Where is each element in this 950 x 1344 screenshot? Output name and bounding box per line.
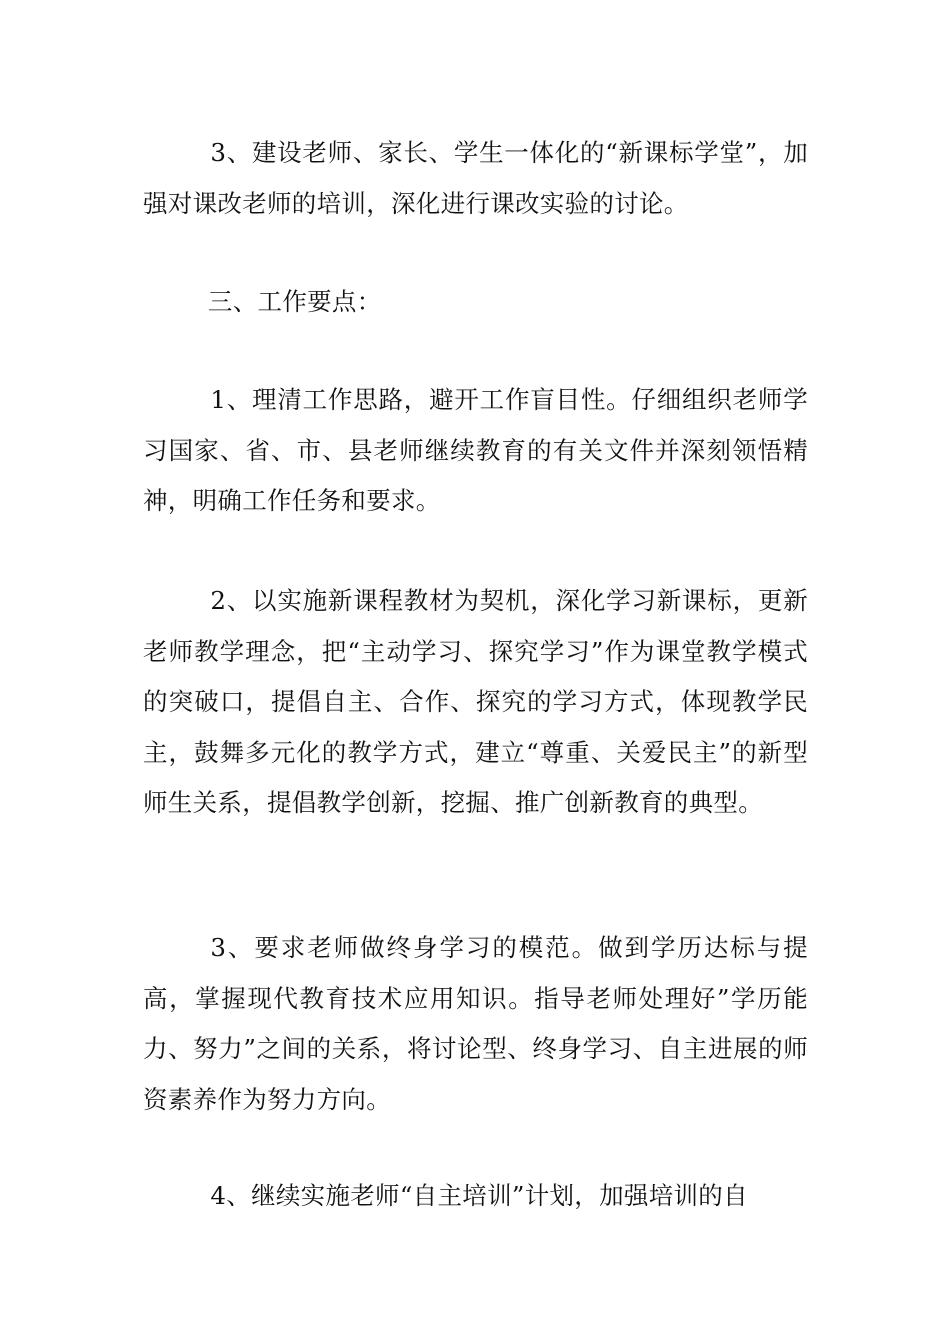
paragraph-point-1: 1、理清工作思路，避开工作盲目性。仔细组织老师学习国家、省、市、县老师继续教育的有关文件并深刻领悟精神，明确工作任务和要求。 xyxy=(143,385,808,515)
section-heading-work-points: 三、工作要点： xyxy=(207,287,382,316)
paragraph-point-4: 4、继续实施老师“自主培训”计划，加强培训的自 xyxy=(210,1181,748,1210)
paragraph-point-3: 3、要求老师做终身学习的模范。做到学历达标与提高，掌握现代教育技术应用知识。指导老师处理好”学历能力、努力”之间的关系，将讨论型、终身学习、自主进展的师资素养作为努力方向。 xyxy=(143,933,808,1114)
paragraph-point-2: 2、以实施新课程教材为契机，深化学习新课标，更新老师教学理念，把“主动学习、探究学习”作为课堂教学模式的突破口，提倡自主、合作、探究的学习方式，体现教学民主，鼓舞多元化的教学方式，建立“尊重、关爱民主”的新型师生关系，提倡教学创新，挖掘、推广创新教育的典型。 xyxy=(143,586,808,817)
paragraph-goal-3: 3、建设老师、家长、学生一体化的“新课标学堂”，加强对课改老师的培训，深化进行课改实验的讨论。 xyxy=(143,138,808,218)
